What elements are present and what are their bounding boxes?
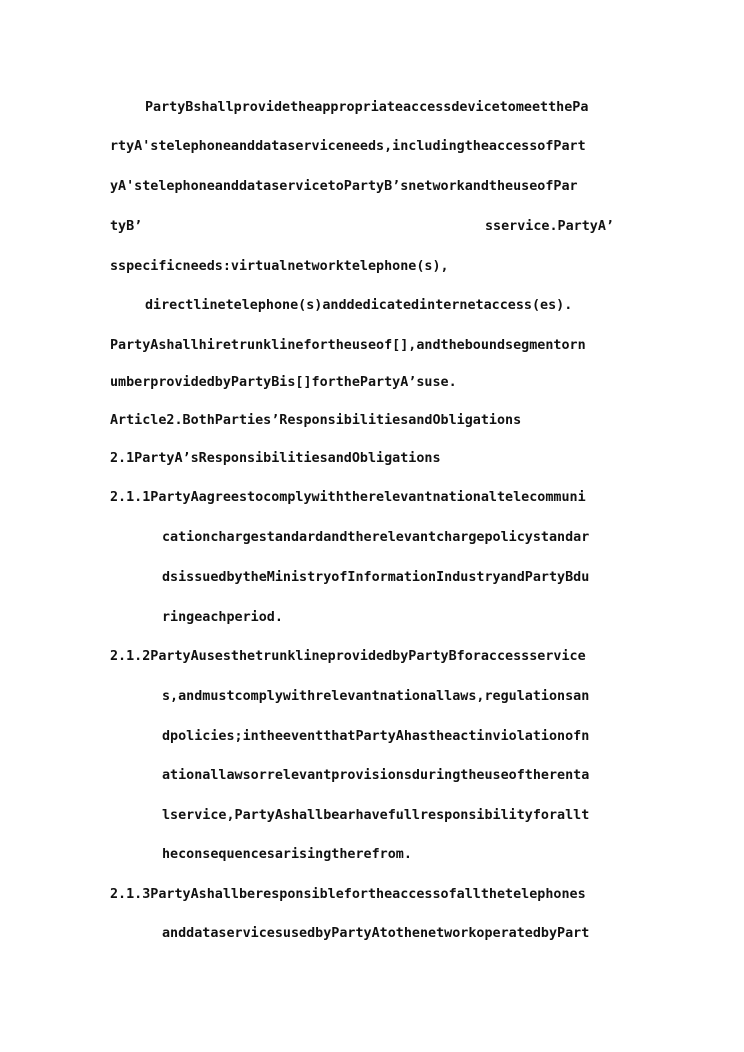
clause-line: ringeachperiod. (162, 610, 283, 625)
paragraph-line: tyB’ (110, 219, 143, 234)
article-heading: Article2.BothParties’ResponsibilitiesandObligations (110, 413, 522, 428)
paragraph-line: directlinetelephone(s)anddedicatedinternetaccess(es). (145, 298, 573, 313)
clause-line: heconsequencesarisingtherefrom. (162, 847, 412, 862)
paragraph-line: rtyA'stelephoneanddataserviceneeds,includingtheaccessofPart (110, 139, 586, 154)
paragraph-line: sservice.PartyA’ (485, 219, 614, 234)
paragraph-line: PartyBshallprovidetheappropriateaccessdevicetomeetthePa (145, 100, 589, 115)
clause-line: dsissuedbytheMinistryofInformationIndustryandPartyBdu (162, 570, 590, 585)
clause-line: lservice,PartyAshallbearhavefullresponsibilityforallt (162, 808, 590, 823)
clause-line: s,andmustcomplywithrelevantnationallaws,regulationsan (162, 689, 590, 704)
clause-line: 2.1.3PartyAshallberesponsiblefortheaccessofallthetelephones (110, 887, 586, 902)
paragraph-line: yA'stelephoneanddataservicetoPartyB’snetworkandtheuseofPar (110, 179, 578, 194)
clause-line: 2.1.1PartyAagreestocomplywiththerelevantnationaltelecommuni (110, 490, 586, 505)
paragraph-line: sspecificneeds:virtualnetworktelephone(s), (110, 259, 449, 274)
clause-line: 2.1.2PartyAusesthetrunklineprovidedbyPartyBforaccessservice (110, 649, 586, 664)
section-heading: 2.1PartyA’sResponsibilitiesandObligations (110, 451, 441, 466)
clause-line: cationchargestandardandtherelevantchargepolicystandar (162, 530, 590, 545)
paragraph-line: umberprovidedbyPartyBis[]forthePartyA’suse. (110, 375, 457, 390)
clause-line: ationallawsorrelevantprovisionsduringtheuseoftherenta (162, 768, 590, 783)
paragraph-line: PartyAshallhiretrunklinefortheuseof[],andtheboundsegmentorn (110, 338, 586, 353)
clause-line: anddataservicesusedbyPartyAtothenetworkoperatedbyPart (162, 926, 590, 941)
clause-line: dpolicies;intheeventthatPartyAhastheactinviolationofn (162, 729, 590, 744)
